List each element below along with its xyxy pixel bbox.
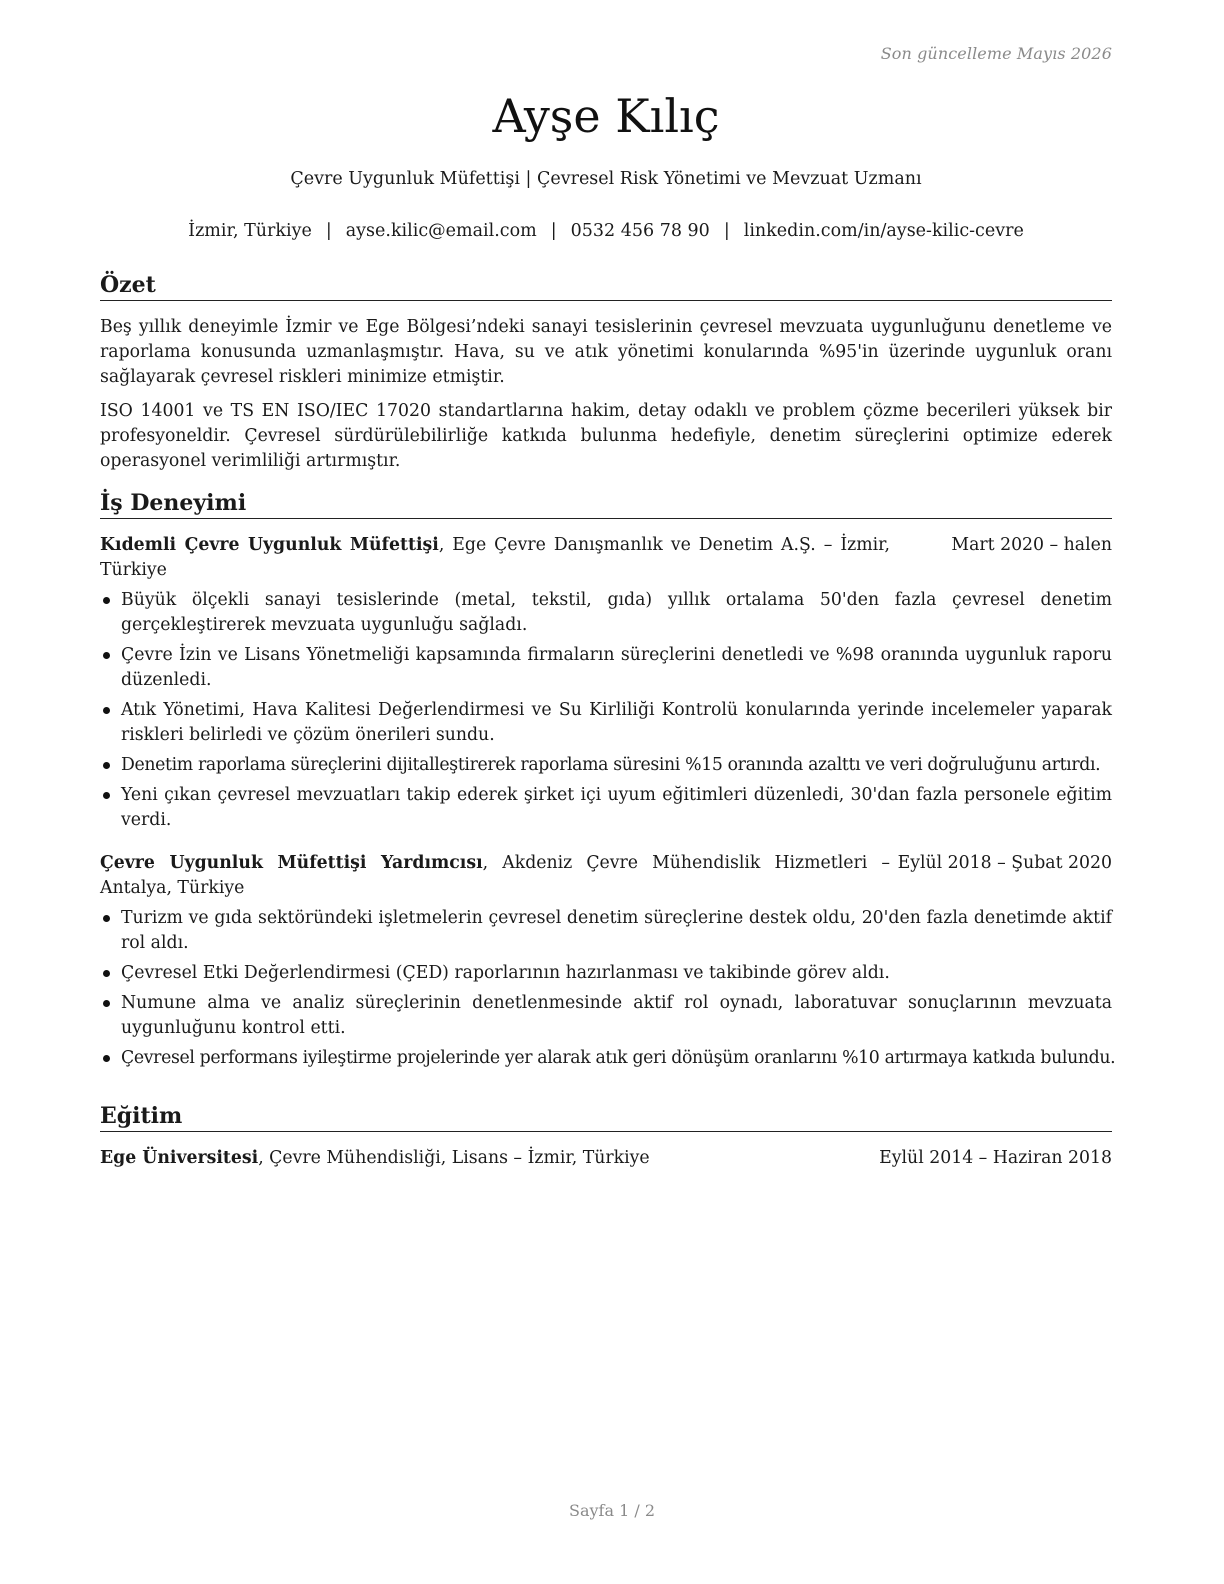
job-header — [100, 851, 1112, 901]
job-date: Eylül 2018 – Şubat 2020 — [897, 853, 1112, 873]
job-date: Mart 2020 – halen — [951, 535, 1112, 555]
bullet-icon — [103, 707, 110, 714]
job-bullets — [100, 906, 1116, 1071]
school-name: Ege Üniversitesi — [100, 1148, 259, 1168]
list-item — [100, 698, 1112, 748]
bullet-text: Turizm ve gıda sektöründeki işletmelerin çevresel denetim süreçlerine destek oldu, 20'den fazla denetimde aktif rol aldı. — [121, 908, 1112, 953]
list-item — [100, 783, 1112, 833]
list-item — [100, 643, 1112, 693]
experience-section — [100, 489, 1116, 1076]
contact-separator: | — [723, 221, 730, 241]
bullet-icon — [103, 652, 110, 659]
bullet-text: Numune alma ve analiz süreçlerinin denetlenmesinde aktif rol oynadı, laboratuvar sonuçlarının mevzuata uygunluğunu kontrol etti. — [121, 993, 1112, 1038]
resume-page — [100, 0, 1116, 1584]
contact-separator: | — [550, 221, 557, 241]
job-entry — [100, 851, 1116, 1071]
education-date: Eylül 2014 – Haziran 2018 — [879, 1148, 1112, 1168]
education-details: , Çevre Mühendisliği, Lisans – İzmir, Türkiye — [258, 1148, 650, 1168]
bullet-icon — [103, 597, 110, 604]
bullet-icon — [103, 1055, 110, 1062]
bullet-icon — [103, 1000, 110, 1007]
bullet-text: Yeni çıkan çevresel mevzuatları takip ederek şirket içi uyum eğitimleri düzenledi, 30'dan fazla personele eğitim verdi. — [121, 785, 1112, 830]
tagline: Çevre Uygunluk Müfettişi | Çevresel Risk Yönetimi ve Mevzuat Uzmanı — [290, 169, 922, 189]
bullet-text: Çevresel performans iyileştirme projelerinde yer alarak atık geri dönüşüm oranlarını %10 artırmaya katkıda bulundu. — [121, 1048, 1116, 1068]
bullet-text: Çevresel Etki Değerlendirmesi (ÇED) raporlarının hazırlanması ve takibinde görev aldı. — [121, 963, 890, 983]
bullet-icon — [103, 915, 110, 922]
bullet-text: Büyük ölçekli sanayi tesislerinde (metal, tekstil, gıda) yıllık ortalama 50'den fazla çevresel denetim gerçekleştirerek mevzuata uygunluğu sağladı. — [121, 590, 1112, 635]
list-item — [100, 961, 1112, 986]
contact-location: İzmir, Türkiye — [188, 221, 312, 241]
bullet-text: Atık Yönetimi, Hava Kalitesi Değerlendirmesi ve Su Kirliliği Kontrolü konularında yerinde incelemeler yaparak riskleri belirledi ve çözüm önerileri sundu. — [121, 700, 1112, 745]
bullet-icon — [103, 792, 110, 799]
list-item — [100, 753, 1112, 778]
list-item — [100, 991, 1112, 1041]
contact-line — [100, 219, 1112, 243]
summary-paragraph: ISO 14001 ve TS EN ISO/IEC 17020 standartlarına hakim, detay odaklı ve problem çözme becerileri yüksek bir profesyoneldir. Çevresel sürdürülebilirliğe katkıda bulunma hedefiyle, denetim süreçlerini optimize ederek operasyonel verimliliği artırmıştır. — [100, 401, 1112, 471]
contact-phone: 0532 456 78 90 — [570, 221, 710, 241]
person-name: Ayşe Kılıç — [492, 89, 720, 143]
summary-section — [100, 271, 1112, 474]
bullet-text: Denetim raporlama süreçlerini dijitalleştirerek raporlama süresini %15 oranında azalttı ve veri doğruluğunu artırdı. — [121, 755, 1101, 775]
education-entry — [100, 1146, 1112, 1171]
job-company: , Ege Çevre Danışmanlık ve Denetim A.Ş. – İzmir, Türkiye — [100, 535, 891, 580]
contact-email[interactable]: ayse.kilic@email.com — [345, 221, 537, 241]
summary-paragraph: Beş yıllık deneyimle İzmir ve Ege Bölgesi’ndeki sanayi tesislerinin çevresel mevzuata uygunluğunu denetleme ve raporlama konusunda uzmanlaşmıştır. Hava, su ve atık yönetimi konularında %95'in üzerinde uygunluk oranı sağlayarak çevresel riskleri minimize etmiştir. — [100, 317, 1112, 387]
list-item — [100, 588, 1112, 638]
section-title-experience: İş Deneyimi — [100, 489, 1112, 519]
section-title-education: Eğitim — [100, 1102, 1112, 1132]
job-company: , Akdeniz Çevre Mühendislik Hizmetleri – Antalya, Türkiye — [100, 853, 890, 898]
bullet-text: Çevre İzin ve Lisans Yönetmeliği kapsamında firmaların süreçlerini denetledi ve %98 oranında uygunluk raporu düzenledi. — [121, 645, 1112, 690]
contact-linkedin[interactable]: linkedin.com/in/ayse-kilic-cevre — [743, 221, 1024, 241]
last-updated: Son güncelleme Mayıs 2026 — [880, 44, 1112, 63]
job-entry — [100, 533, 1112, 833]
job-role: Çevre Uygunluk Müfettişi Yardımcısı — [100, 853, 483, 873]
bullet-icon — [103, 970, 110, 977]
list-item — [100, 906, 1112, 956]
list-item — [100, 1046, 1116, 1071]
job-header — [100, 533, 1112, 583]
job-role: Kıdemli Çevre Uygunluk Müfettişi — [100, 535, 439, 555]
bullet-icon — [103, 762, 110, 769]
section-title-summary: Özet — [100, 271, 1112, 301]
education-section — [100, 1102, 1112, 1171]
contact-separator: | — [325, 221, 332, 241]
job-bullets — [100, 588, 1112, 833]
page-number: Sayfa 1 / 2 — [568, 1501, 655, 1520]
